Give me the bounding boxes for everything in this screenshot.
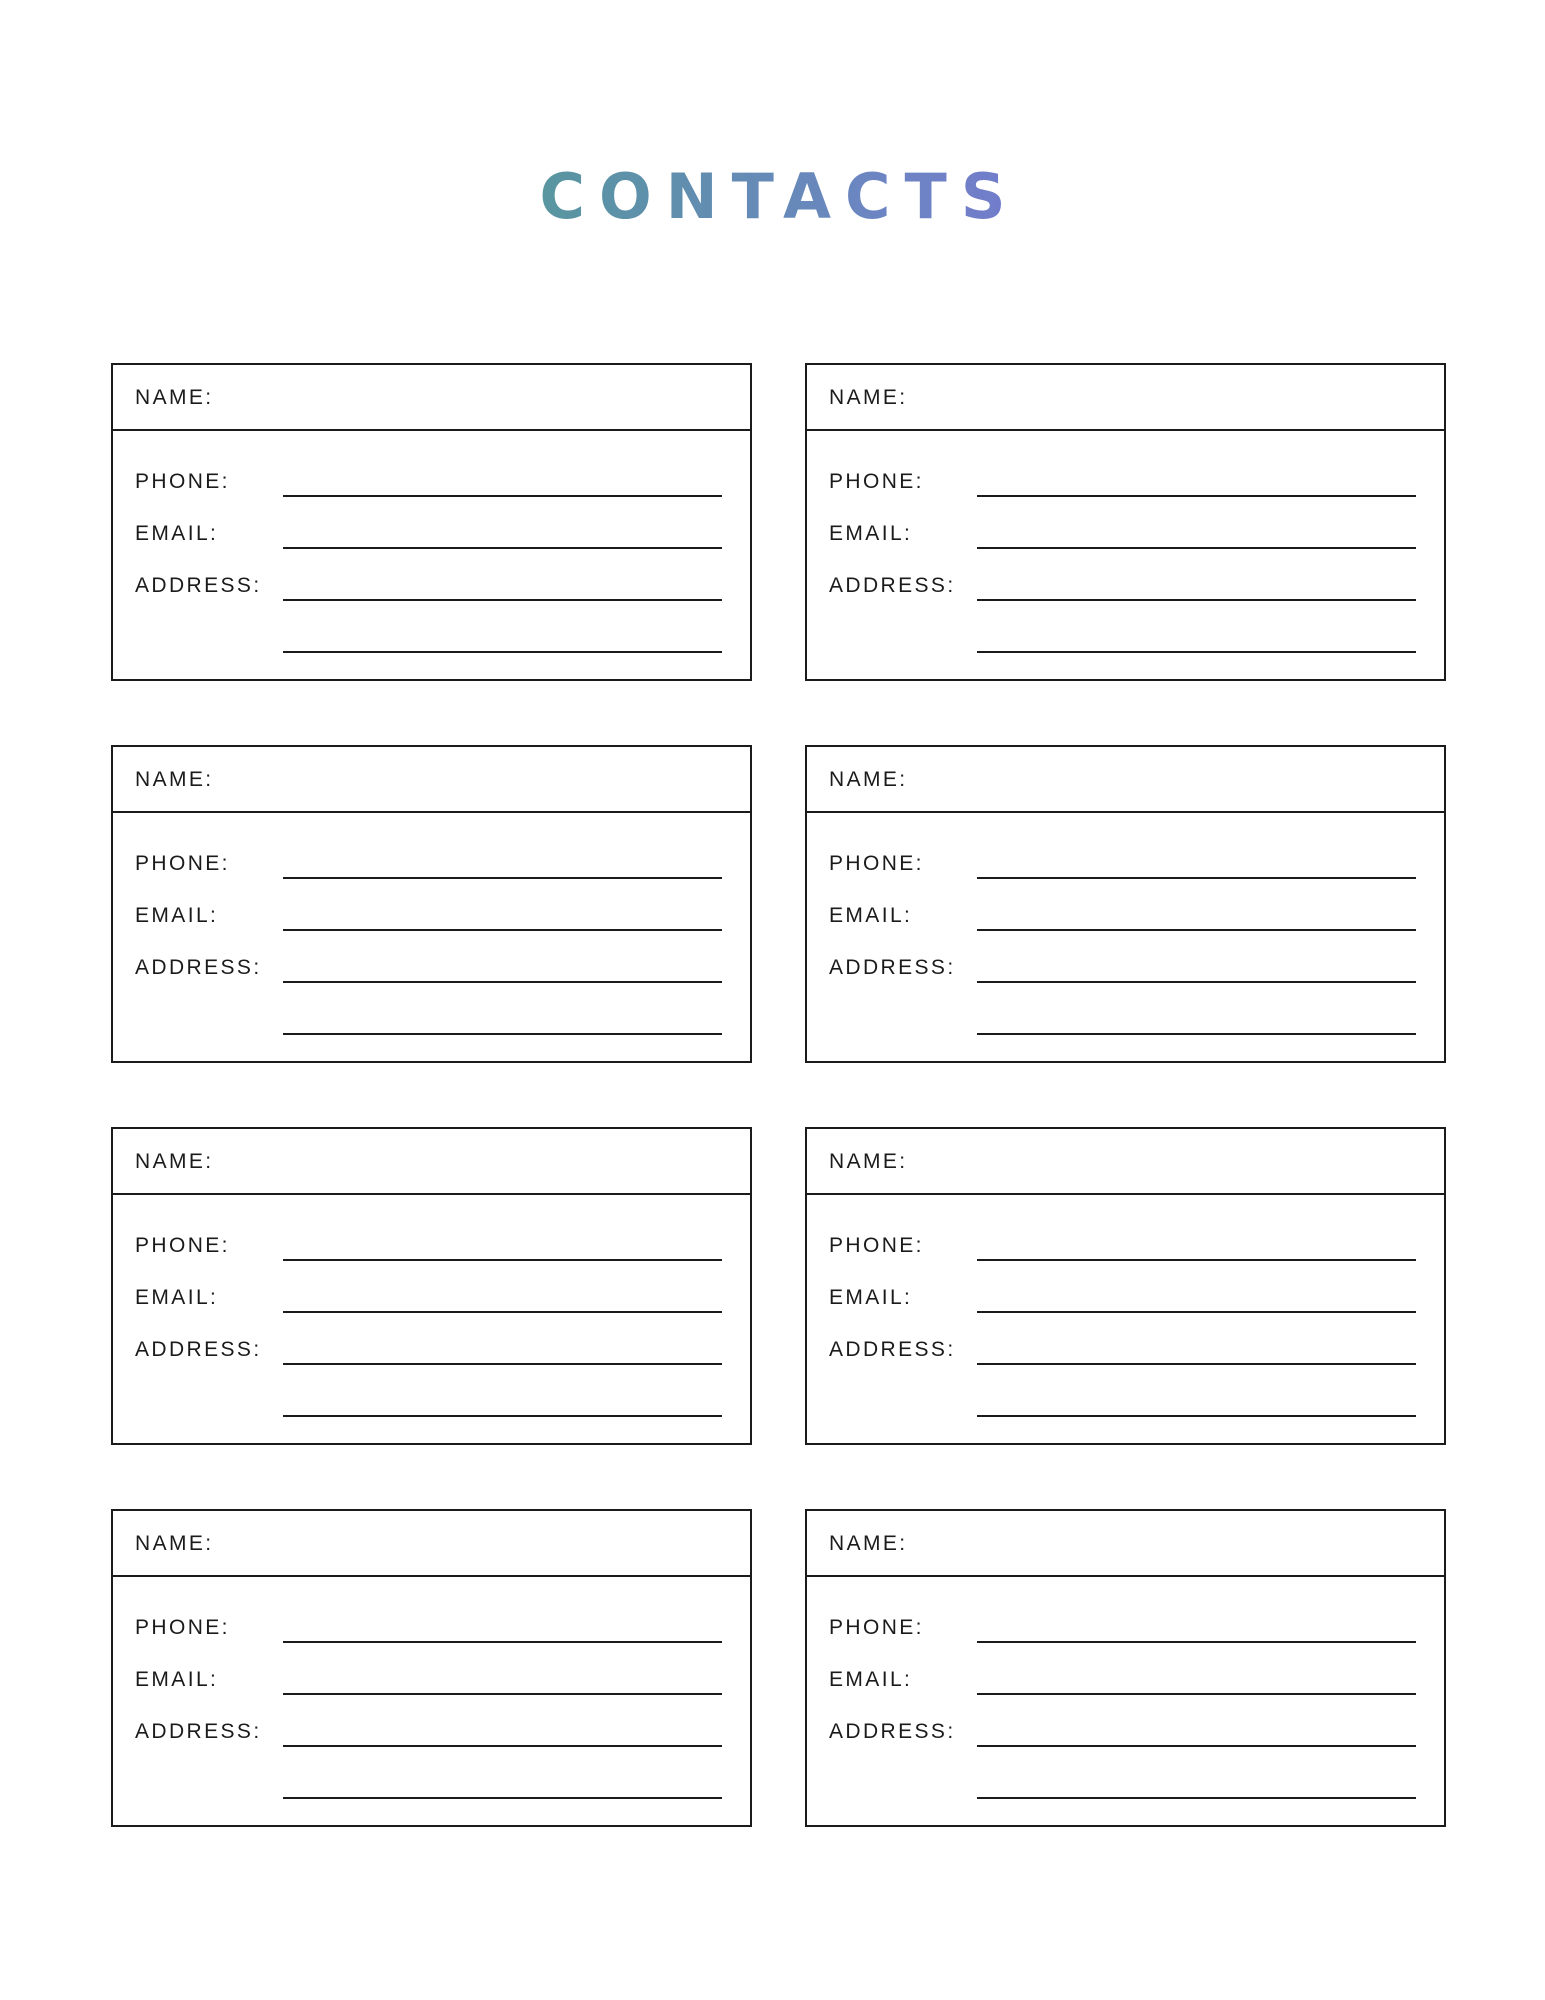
email-field-row[interactable] (135, 1669, 722, 1695)
name-field-row[interactable] (807, 1511, 1444, 1577)
address-field-row[interactable] (135, 1339, 722, 1365)
name-label: NAME: (135, 1531, 214, 1555)
email-input-rule[interactable] (283, 1692, 722, 1695)
phone-label: PHONE: (829, 470, 924, 493)
phone-field-row[interactable] (135, 1235, 722, 1261)
address-input-rule[interactable] (283, 1362, 722, 1365)
contact-card[interactable] (111, 363, 752, 681)
email-field-row[interactable] (135, 905, 722, 931)
phone-field-row[interactable] (829, 1235, 1416, 1261)
email-label: EMAIL: (135, 904, 219, 927)
name-field-row[interactable] (113, 1511, 750, 1577)
card-body (807, 1195, 1444, 1443)
address-input-rule[interactable] (977, 980, 1416, 983)
email-label: EMAIL: (829, 904, 913, 927)
email-label: EMAIL: (135, 1286, 219, 1309)
name-label: NAME: (135, 385, 214, 409)
name-field-row[interactable] (113, 747, 750, 813)
address-continuation-rule[interactable] (283, 1414, 722, 1417)
address-label: ADDRESS: (135, 1720, 262, 1743)
address-input-rule[interactable] (283, 598, 722, 601)
address-continuation-rule[interactable] (283, 650, 722, 653)
address-input-rule[interactable] (977, 1362, 1416, 1365)
address-continuation-row[interactable] (135, 1391, 722, 1417)
name-label: NAME: (829, 767, 908, 791)
name-label: NAME: (829, 385, 908, 409)
phone-field-row[interactable] (829, 853, 1416, 879)
phone-input-rule[interactable] (977, 1258, 1416, 1261)
address-input-rule[interactable] (977, 598, 1416, 601)
card-body (807, 431, 1444, 679)
email-label: EMAIL: (135, 522, 219, 545)
name-field-row[interactable] (807, 1129, 1444, 1195)
address-continuation-rule[interactable] (977, 1032, 1416, 1035)
address-label: ADDRESS: (829, 956, 956, 979)
phone-input-rule[interactable] (977, 1640, 1416, 1643)
address-continuation-rule[interactable] (977, 1796, 1416, 1799)
address-field-row[interactable] (829, 575, 1416, 601)
phone-input-rule[interactable] (283, 494, 722, 497)
address-continuation-rule[interactable] (977, 1414, 1416, 1417)
contact-card[interactable] (111, 745, 752, 1063)
address-field-row[interactable] (829, 957, 1416, 983)
phone-field-row[interactable] (829, 1617, 1416, 1643)
phone-label: PHONE: (829, 1234, 924, 1257)
contact-card[interactable] (805, 1509, 1446, 1827)
name-label: NAME: (135, 767, 214, 791)
address-continuation-row[interactable] (135, 627, 722, 653)
address-continuation-row[interactable] (829, 627, 1416, 653)
name-label: NAME: (829, 1531, 908, 1555)
phone-input-rule[interactable] (977, 494, 1416, 497)
address-continuation-rule[interactable] (977, 650, 1416, 653)
contact-card-grid (111, 363, 1446, 1827)
phone-label: PHONE: (829, 1616, 924, 1639)
name-field-row[interactable] (807, 365, 1444, 431)
page-title: CONTACTS (0, 166, 1545, 228)
phone-label: PHONE: (135, 1234, 230, 1257)
address-input-rule[interactable] (283, 1744, 722, 1747)
card-body (113, 1577, 750, 1825)
address-field-row[interactable] (829, 1339, 1416, 1365)
email-input-rule[interactable] (283, 1310, 722, 1313)
address-continuation-row[interactable] (829, 1773, 1416, 1799)
address-continuation-row[interactable] (135, 1773, 722, 1799)
email-label: EMAIL: (829, 522, 913, 545)
contact-card[interactable] (111, 1127, 752, 1445)
email-label: EMAIL: (135, 1668, 219, 1691)
email-label: EMAIL: (829, 1668, 913, 1691)
contact-card[interactable] (805, 363, 1446, 681)
email-field-row[interactable] (829, 1287, 1416, 1313)
card-body (807, 1577, 1444, 1825)
name-label: NAME: (829, 1149, 908, 1173)
email-input-rule[interactable] (977, 546, 1416, 549)
phone-label: PHONE: (135, 852, 230, 875)
phone-field-row[interactable] (135, 1617, 722, 1643)
phone-input-rule[interactable] (283, 1640, 722, 1643)
contact-card[interactable] (805, 1127, 1446, 1445)
email-input-rule[interactable] (283, 546, 722, 549)
phone-field-row[interactable] (135, 471, 722, 497)
phone-label: PHONE: (135, 1616, 230, 1639)
contact-card[interactable] (805, 745, 1446, 1063)
address-continuation-row[interactable] (135, 1009, 722, 1035)
email-field-row[interactable] (135, 523, 722, 549)
card-body (807, 813, 1444, 1061)
address-label: ADDRESS: (829, 574, 956, 597)
address-field-row[interactable] (135, 575, 722, 601)
phone-field-row[interactable] (829, 471, 1416, 497)
address-continuation-rule[interactable] (283, 1796, 722, 1799)
email-input-rule[interactable] (283, 928, 722, 931)
address-field-row[interactable] (135, 1721, 722, 1747)
address-continuation-row[interactable] (829, 1391, 1416, 1417)
address-continuation-rule[interactable] (283, 1032, 722, 1035)
name-field-row[interactable] (113, 1129, 750, 1195)
name-field-row[interactable] (113, 365, 750, 431)
address-label: ADDRESS: (829, 1720, 956, 1743)
address-field-row[interactable] (135, 957, 722, 983)
card-body (113, 1195, 750, 1443)
phone-input-rule[interactable] (283, 1258, 722, 1261)
email-field-row[interactable] (829, 523, 1416, 549)
address-label: ADDRESS: (135, 1338, 262, 1361)
card-body (113, 813, 750, 1061)
email-field-row[interactable] (135, 1287, 722, 1313)
contact-card[interactable] (111, 1509, 752, 1827)
name-field-row[interactable] (807, 747, 1444, 813)
email-input-rule[interactable] (977, 1310, 1416, 1313)
email-field-row[interactable] (829, 905, 1416, 931)
phone-input-rule[interactable] (283, 876, 722, 879)
address-label: ADDRESS: (135, 956, 262, 979)
email-input-rule[interactable] (977, 928, 1416, 931)
phone-label: PHONE: (135, 470, 230, 493)
address-field-row[interactable] (829, 1721, 1416, 1747)
phone-input-rule[interactable] (977, 876, 1416, 879)
address-input-rule[interactable] (977, 1744, 1416, 1747)
address-label: ADDRESS: (135, 574, 262, 597)
email-label: EMAIL: (829, 1286, 913, 1309)
name-label: NAME: (135, 1149, 214, 1173)
email-field-row[interactable] (829, 1669, 1416, 1695)
address-label: ADDRESS: (829, 1338, 956, 1361)
email-input-rule[interactable] (977, 1692, 1416, 1695)
phone-field-row[interactable] (135, 853, 722, 879)
phone-label: PHONE: (829, 852, 924, 875)
card-body (113, 431, 750, 679)
address-input-rule[interactable] (283, 980, 722, 983)
address-continuation-row[interactable] (829, 1009, 1416, 1035)
